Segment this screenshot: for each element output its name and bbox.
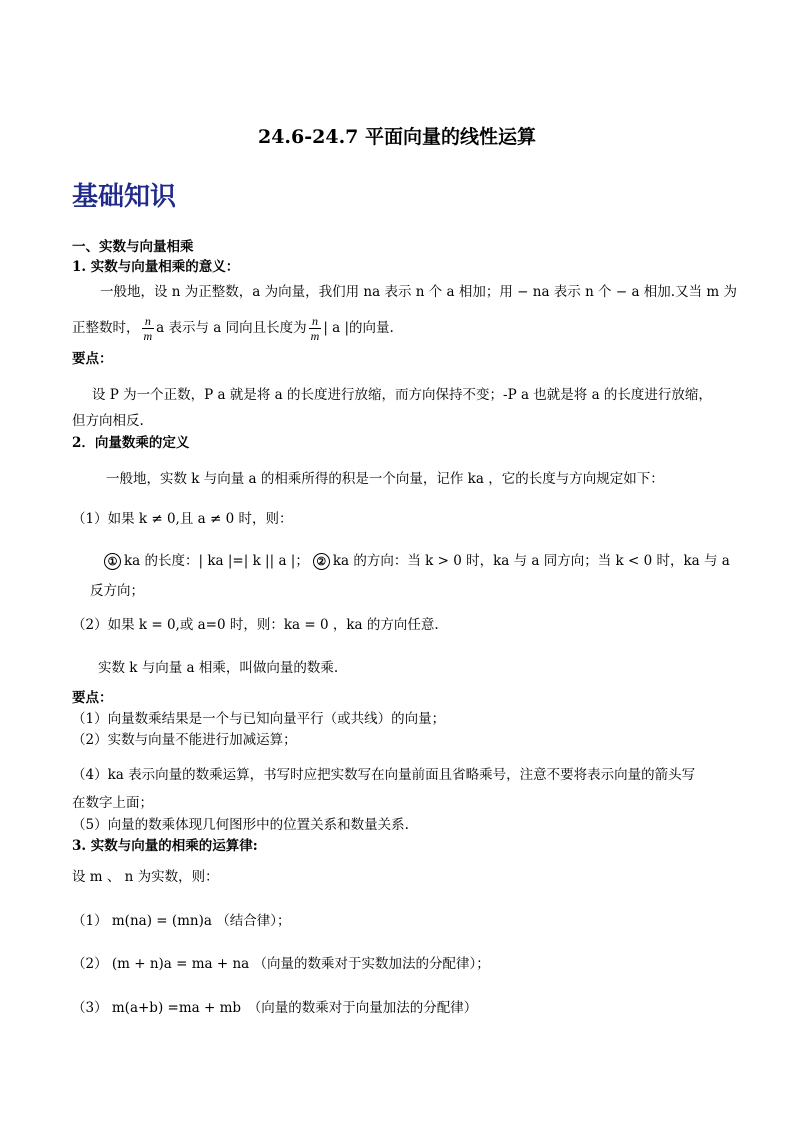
key-point-2-4b: 在数字上面； [72, 795, 153, 811]
operation-laws-intro: 设 m 、 n 为实数，则： [72, 869, 219, 885]
key-points-label-1: 要点： [72, 351, 113, 367]
paragraph-1b-prefix: 正整数时， [72, 320, 140, 336]
condition-1-length: ka 的长度：| ka |=| k || a |； [124, 553, 309, 569]
condition-1-line-2: 反方向； [90, 583, 144, 599]
paragraph-1a: 一般地，设 n 为正整数，a 为向量，我们用 na 表示 n 个 a 相加；用 − na 表示 n 个 − a 相加.又当 m 为 [100, 284, 737, 300]
subsection-3-title: 3. 实数与向量的相乘的运算律: [72, 838, 258, 854]
fraction-n-over-m [142, 314, 155, 343]
key-point-2-5: （5）向量的数乘体现几何图形中的位置关系和数量关系. [72, 817, 409, 833]
subsection-1-title: 1. 实数与向量相乘的意义： [72, 259, 240, 275]
condition-1-line-1 [104, 552, 730, 570]
circled-number-2: ② [313, 553, 330, 570]
page-title: 24.6-24.7 平面向量的线性运算 [257, 126, 537, 148]
paragraph-1b [72, 312, 394, 344]
key-point-1b: 但方向相反. [72, 413, 144, 429]
paragraph-1b-end: | a |的向量. [323, 320, 394, 336]
key-points-label-2: 要点： [72, 690, 113, 706]
paragraph-2-1: 一般地，实数 k 与向量 a 的相乘所得的积是一个向量，记作 ka ，它的长度与方向规定如下： [106, 471, 664, 487]
fraction-numerator: n [142, 314, 155, 329]
condition-1: （1）如果 k ≠ 0,且 a ≠ 0 时，则： [72, 511, 293, 527]
fraction-numerator-2: n [309, 314, 322, 329]
definition-scalar-multiplication: 实数 k 与向量 a 相乘，叫做向量的数乘. [98, 660, 339, 676]
key-point-2-4a: （4）ka 表示向量的数乘运算，书写时应把实数写在向量前面且省略乘号，注意不要将表示向量的箭头写 [72, 767, 696, 783]
subsection-2-title: 2．向量数乘的定义 [72, 435, 190, 451]
key-point-1a: 设 P 为一个正数，P a 就是将 a 的长度进行放缩，而方向保持不变；-P a 也就是将 a 的长度进行放缩， [92, 387, 712, 403]
fraction-n-over-m-2 [309, 314, 322, 343]
section-1-title: 一、实数与向量相乘 [72, 239, 194, 255]
paragraph-1b-middle: a 表示与 a 同向且长度为 [156, 320, 307, 336]
law-distributive-vector: （3） m(a+b) =ma + mb （向量的数乘对于向量加法的分配律） [72, 1000, 478, 1016]
fraction-denominator-2: m [310, 329, 320, 343]
condition-2: （2）如果 k = 0,或 a=0 时，则：ka = 0 ，ka 的方向任意. [72, 617, 439, 633]
law-associative: （1） m(na) = (mn)a （结合律）； [72, 913, 291, 929]
law-distributive-real: （2） (m + n)a = ma + na （向量的数乘对于实数加法的分配律）； [72, 956, 490, 972]
section-heading: 基础知识 [72, 182, 177, 212]
key-point-2-2: （2）实数与向量不能进行加减运算； [72, 732, 297, 748]
circled-number-1: ① [104, 553, 121, 570]
fraction-denominator: m [143, 329, 153, 343]
condition-1-direction: ka 的方向：当 k > 0 时，ka 与 a 同方向；当 k < 0 时，ka 与 a [332, 553, 730, 569]
key-point-2-1: （1）向量数乘结果是一个与已知向量平行（或共线）的向量； [72, 711, 446, 727]
